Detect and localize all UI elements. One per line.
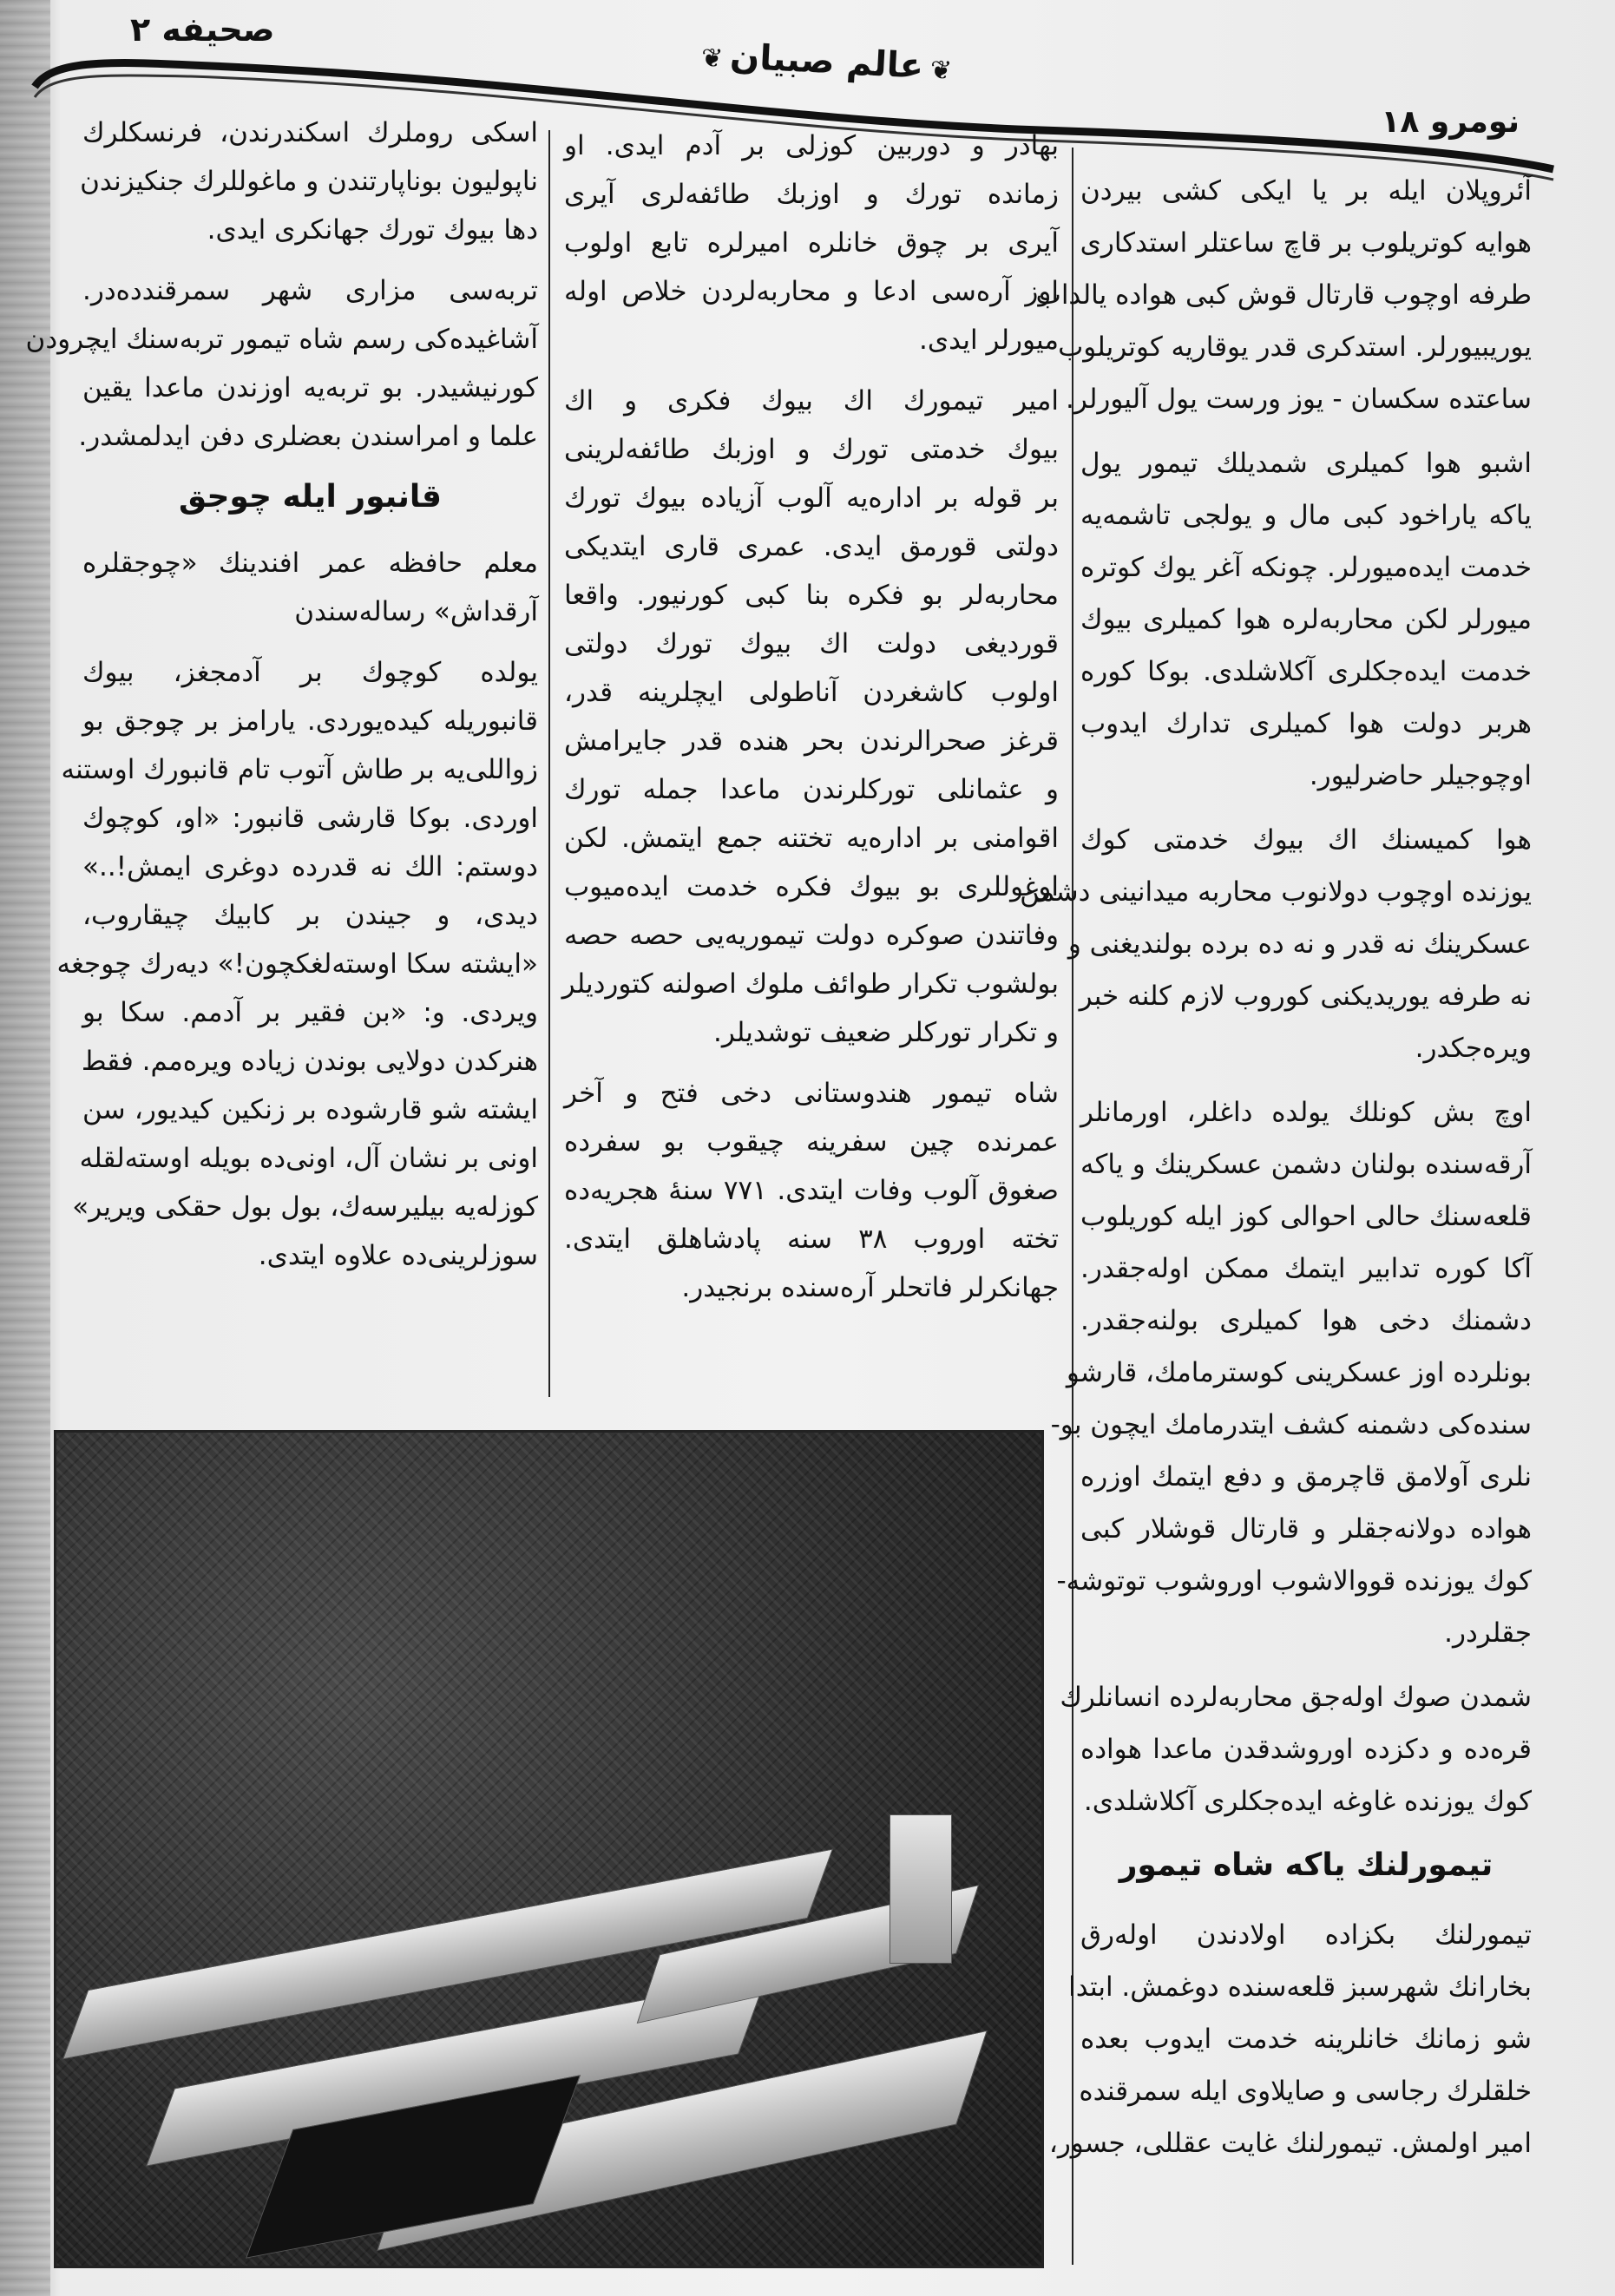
- text-line: بیوك خدمتی تورك و اوزبك طائفه‌لرینی: [564, 434, 1059, 465]
- text-line: هوا کمیسنك اك بیوك خدمتی کوك: [1080, 824, 1532, 856]
- text-line: آئروپلان ایله بر یا ایکی کشی بیردن: [1080, 175, 1532, 207]
- text-line: معلم حافظه عمر افندینك «چوجقلره: [82, 548, 538, 579]
- paragraph: [82, 539, 538, 636]
- text-line: سنده‌کی دشمنه کشف ایتدرمامك ایچون بو-: [1050, 1409, 1532, 1440]
- ornament-icon: ❦: [929, 55, 953, 87]
- text-line: اولوب کاشغردن آناطولی ایچلرینه قدر،: [564, 677, 1059, 708]
- paragraph: [1080, 437, 1532, 802]
- text-line: بخارانك شهرسبز قلعه‌سنده دوغمش. ابتدا: [1068, 1971, 1532, 2003]
- text-line: اقوامنی بر اداره‌یه تختنه جمع ایتمش. لکن: [564, 823, 1059, 854]
- text-line: قانبوریله کیده‌یوردی. یارامز بر چوجق بو: [82, 705, 538, 737]
- text-line: بونلرده اوز عسکرینی کوسترمامك، قارشو: [1066, 1357, 1532, 1388]
- text-line: اوچ بش کونلك یولده داغلر، اورمانلر: [1080, 1097, 1532, 1128]
- text-line: خدمت ایده‌جکلری آکلاشلدی. بوکا کوره: [1080, 656, 1532, 687]
- text-line: امیر اولمش. تیمورلنك غایت عقللی، جسور،: [1048, 2128, 1532, 2159]
- text-line: قلعه‌سنك حالی احوالی کوز ایله کوریلوب: [1080, 1201, 1532, 1232]
- text-line: آیری بر چوق خانلره امیرلره تابع اولوب: [564, 227, 1059, 259]
- text-line: قوردیغی دولت اك بیوك تورك دولتی: [564, 628, 1059, 659]
- text-line: جقلردر.: [1444, 1617, 1532, 1649]
- text-line: سوزلرینی‌ده علاوه ایتدی.: [258, 1240, 538, 1271]
- text-line: اوز آره‌سی ادعا و محاربه‌لردن خلاص اوله: [564, 276, 1059, 307]
- text-line: خلقلرك رجاسی و صایلاوی ایله سمرقنده: [1079, 2076, 1532, 2107]
- issue-number: نومرو ۱۸: [1381, 104, 1520, 140]
- text-line: اوردی. بوکا قارشی قانبور: «او، کوچوك: [82, 803, 538, 834]
- text-line: خدمت ایده‌میورلر. چونکه آغر یوك کوتره: [1080, 552, 1532, 583]
- column-right: [1020, 165, 1532, 2181]
- text-line: دشمنك دخی هوا کمیلری بولنه‌جقدر.: [1080, 1305, 1532, 1336]
- text-line: اسکی روملرك اسکندرندن، فرنسکلرك: [82, 117, 538, 148]
- text-line: شاه تیمور هندوستانی دخی فتح و آخر: [564, 1078, 1059, 1109]
- text-line: آشاغیده‌کی رسم شاه تیمور تربه‌سنك ایچرودن: [25, 324, 538, 355]
- text-line: ایشته شو قارشوده بر زنکین کیدیور، سن: [82, 1094, 538, 1125]
- text-line: عمرنده چین سفرینه چیقوب بو سفرده: [564, 1126, 1059, 1158]
- text-line: ویردی. و: «بن فقیر بر آدمم. سکا بو: [82, 997, 538, 1028]
- text-line: تربه‌سی مزاری شهر سمرقندده‌در.: [82, 275, 538, 306]
- text-line: دوستم: الك نه قدرده دوغری ایمش!..»: [82, 851, 538, 882]
- paragraph: [1060, 1671, 1532, 1827]
- text-line: بهادر و دوربین کوزلی بر آدم ایدی. او: [564, 130, 1059, 161]
- paragraph: [1048, 1909, 1532, 2169]
- paragraph: [1050, 1086, 1532, 1659]
- text-line: محاربه‌لر بو فکره بنا کبی کورنیور. واقعا: [564, 580, 1059, 611]
- text-line: دها بیوك تورك جهانکری ایدی.: [207, 214, 538, 246]
- paragraph: [25, 266, 538, 461]
- text-line: تخته اوروب ۳۸ سنه پادشاهلق ایتدی.: [564, 1223, 1059, 1255]
- text-line: اوغوللری بو بیوك فکره خدمت ایده‌میوب: [564, 871, 1059, 902]
- text-line: علما و امراسندن بعضلری دفن ایدلمشدر.: [78, 421, 538, 452]
- text-line: ویره‌جکدر.: [1415, 1033, 1532, 1064]
- text-line: هنرکدن دولایی بوندن زیاده ویره‌مم. فقط: [81, 1046, 538, 1077]
- paragraph: [1035, 165, 1532, 425]
- text-line: کوك یوزنده قووالاشوب اوروشوب توتوشه-: [1056, 1565, 1532, 1597]
- text-line: اونی بر نشان آل، اونی‌ده بویله اوسته‌لقله: [79, 1143, 538, 1174]
- text-line: کورنیشیدر. بو تربه‌یه اوزندن ماعدا یقین: [82, 372, 538, 403]
- text-line: عسکرینك نه قدر و نه ده برده بولندیغنی و: [1067, 928, 1532, 960]
- text-line: صغوق آلوب وفات ایتدی. ۷۷۱ سنهٔ هجریه‌ده: [564, 1175, 1060, 1206]
- text-line: آکا کوره تدابیر ایتمك ممکن اوله‌جقدر.: [1080, 1253, 1532, 1284]
- text-line: بر قوله بر اداره‌یه آلوب آزیاده بیوك تورك: [564, 482, 1059, 514]
- text-line: تیمورلنك بکزاده اولادندن اوله‌رق: [1080, 1919, 1532, 1951]
- paragraph: [564, 121, 1059, 364]
- text-line: نه طرفه یوریدیکنی کوروب لازم کلنه خبر: [1079, 981, 1532, 1012]
- text-line: هواده دولانه‌جقلر و قارتال قوشلار کبی: [1080, 1513, 1532, 1545]
- paragraph: [561, 377, 1059, 1057]
- text-line: دیدی، و جیندن بر کابیك چیقاروب،: [82, 900, 538, 931]
- text-line: دولتی قورمق ایدی. عمری قاری ایتدیکی: [564, 531, 1059, 562]
- text-line: شمدن صوك اوله‌جق محاربه‌لرده انسانلرك: [1060, 1682, 1532, 1713]
- text-line: جهانکرلر فاتحلر آره‌سنده برنجیدر.: [681, 1272, 1059, 1303]
- text-line: اوچوجیلر حاضرلیور.: [1309, 760, 1532, 791]
- text-line: اشبو هوا کمیلری شمدیلك تیمور یول: [1080, 448, 1532, 479]
- text-line: بولشوب تکرار طوائف ملوك اصولنه کتوردیلر: [561, 968, 1059, 1000]
- article-heading: تیمورلنك یاکه شاه تیمور: [1119, 1847, 1494, 1883]
- text-line: میورلر ایدی.: [919, 325, 1059, 356]
- text-line: میورلر لکن محاربه‌لره هوا کمیلری بیوك: [1080, 604, 1532, 635]
- text-line: یوزنده اوچوب دولانوب محاربه میدانینی دشمن: [1020, 876, 1532, 908]
- text-line: قرغز صحرالرندن بحر هنده قدر جایرامش: [564, 725, 1059, 757]
- text-line: قره‌ده و دکزده اوروشدقدن ماعدا هواده: [1080, 1734, 1532, 1765]
- text-line: و عثمانلی تورکلرندن ماعدا جمله تورك: [564, 774, 1059, 805]
- page-number: صحیفه ۲: [130, 10, 275, 49]
- text-line: هوایه کوتریلوب بر قاچ ساعتلر استدکاری: [1080, 227, 1532, 259]
- text-line: زواللی‌یه بر طاش آتوب تام قانبورك اوستنه: [61, 754, 538, 785]
- paragraph: [1020, 814, 1532, 1074]
- newspaper-title: عالم صبیان: [729, 36, 925, 87]
- text-line: یاکه یاراخود کبی مال و یولجی تاشمه‌یه: [1080, 500, 1532, 531]
- tomb-interior-photo: [54, 1430, 1044, 2268]
- text-line: و تکرار تورکلر ضعیف توشدیلر.: [712, 1017, 1059, 1048]
- text-line: وفاتندن صوکره دولت تیموریه‌یی حصه حصه: [564, 920, 1059, 951]
- article-heading: قانبور ایله چوجق: [179, 479, 442, 515]
- paragraph: [564, 1069, 1059, 1312]
- text-line: آرقه‌سنده بولنان دشمن عسکرینك و یاکه: [1080, 1149, 1532, 1180]
- text-line: نلری آولامق قاچرمق و دفع ایتمك اوزره: [1080, 1461, 1532, 1492]
- text-line: یولده کوچوك بر آدمجغز، بیوك: [82, 657, 538, 688]
- column-divider: [548, 130, 550, 1397]
- text-line: آرقداش» رساله‌سندن: [294, 596, 538, 627]
- column-divider: [1072, 148, 1073, 2265]
- text-line: شو زمانك خانلرینه خدمت ایدوب بعده: [1080, 2024, 1532, 2055]
- text-line: امیر تیمورك اك بیوك فکری و اك: [564, 385, 1059, 417]
- text-line: «ایشته سکا اوسته‌لغکچون!» دیه‌رك چوجغه: [56, 948, 538, 980]
- text-line: یوریبیورلر. استدکری قدر یوقاریه کوتریلوب: [1058, 331, 1532, 363]
- text-line: کوك یوزنده غاوغه ایده‌جکلری آکلاشلدی.: [1083, 1786, 1532, 1817]
- text-line: کوزله‌یه بیلیرسه‌ك، بول بول حقکی ویریر»: [72, 1191, 538, 1223]
- column-left: [25, 108, 538, 1292]
- text-line: زمانده تورك و اوزبك طائفه‌لری آیری: [564, 179, 1059, 210]
- paragraph: [82, 108, 538, 254]
- text-line: ساعتده سکسان - یوز ورست یول آلیورلر.: [1066, 384, 1532, 415]
- column-middle: [561, 121, 1060, 1324]
- paragraph: [56, 648, 538, 1280]
- text-line: هربر دولت هوا کمیلری تدارك ایدوب: [1080, 708, 1532, 739]
- text-line: طرفه اوچوب قارتال قوش کبی هواده یالداب: [1035, 279, 1532, 311]
- text-line: ناپولیون بوناپارتندن و ماغوللرك جنکیزندن: [80, 166, 538, 197]
- ornament-icon: ❦: [700, 43, 725, 75]
